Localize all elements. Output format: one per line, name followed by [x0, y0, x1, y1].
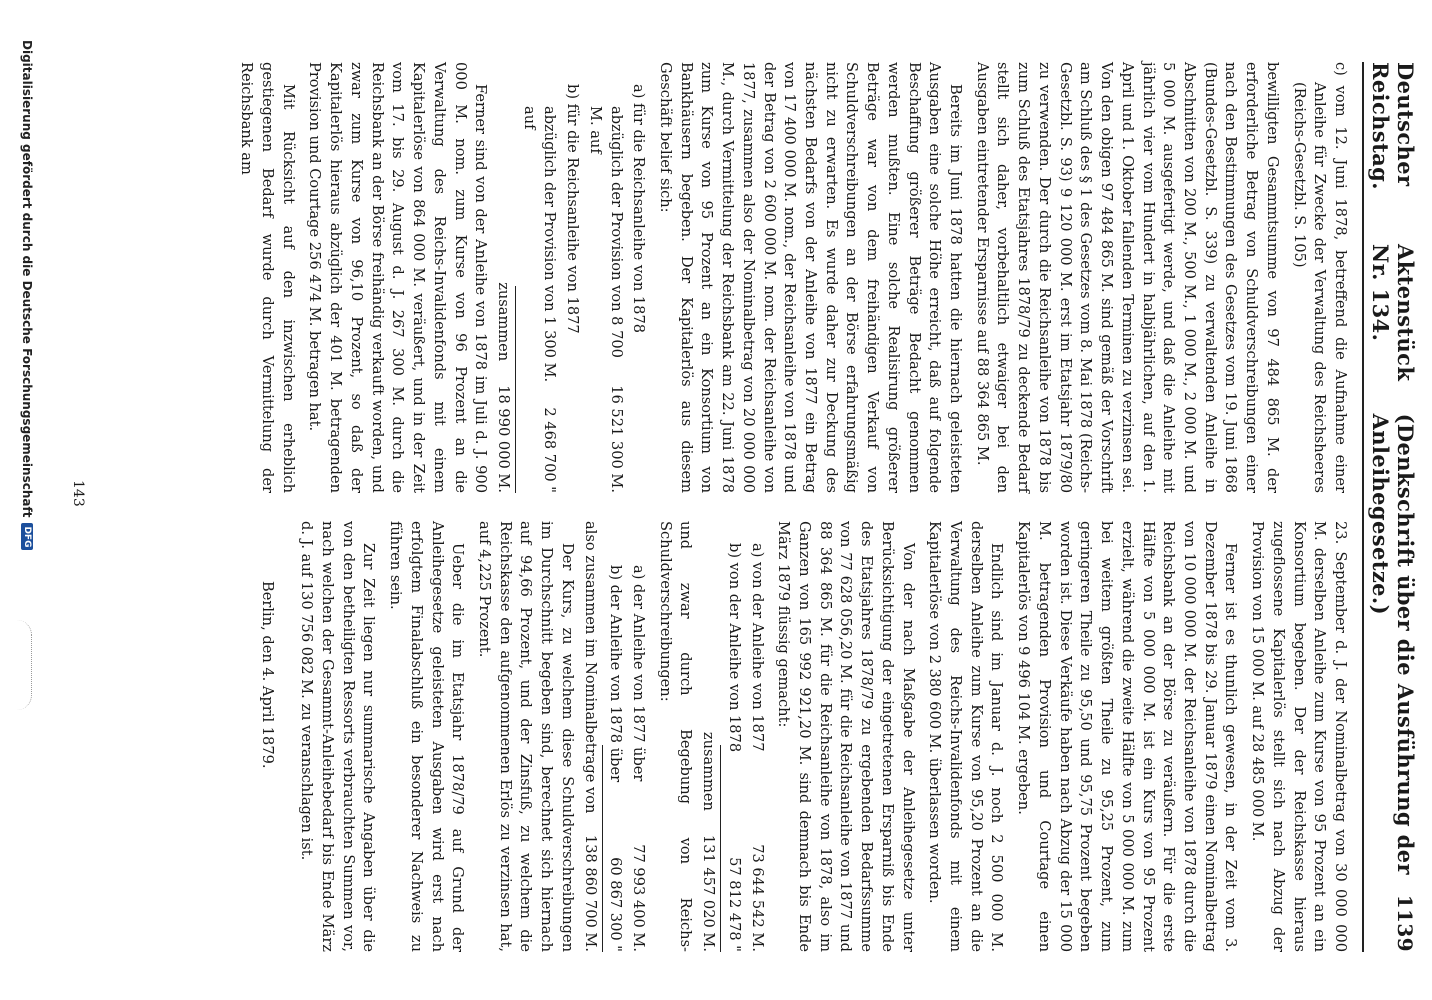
item-c-paragraph: c) vom 12. Juni 1878, betreffend die Aufnahme einer Anleihe für Zwecke der Verwaltung des Reichsheeres (Reichs-Gesetzbl. S. 105) [1290, 62, 1349, 493]
list-item-a [746, 521, 767, 952]
list-item-c-text: a) der Anleihe von 1877 über [630, 565, 647, 782]
paragraph: Ferner ist es thunlich gewesen, in der Zeit vom 3. Dezember 1878 bis 29. Januar 1879 einen Nominalbetrag von 10 000 000 M. der Reichsanleihe von 1878 durch die Reichsbank an der Börse zu veräußern. Für die erste Hälfte von 5 000 000 M. ist ein Kurs von 95 Prozent erzielt, während die zweite Hälfte von 5 000 000 M. zum bei weitem größten Theile zu 95,25 Prozent, zum geringeren Theile zu 95,50 und 95,75 Prozent begeben worden ist. Diese Verkäufe haben nach Abzug der 15 000 M. betragenden Provision und Courtage einen Kapitalerlös von 9 496 104 M. ergeben. [1015, 521, 1240, 952]
list-item-b-text: b) von der Anleihe von 1878 [725, 543, 743, 753]
list-item-d-text: b) der Anleihe von 1878 über [607, 565, 625, 783]
sum-label: zusammen [700, 731, 718, 811]
paragraph: Ueber die im Etatsjahr 1878/79 auf Grund der Anleihegesetze geleisteten Ausgaben wird erst nach erfolgtem Finalabschluß ein besonderer Nachweis zu führen sein. [387, 521, 467, 952]
left-column [230, 62, 1350, 493]
list-item-b-amount: 57 812 478 " [725, 857, 743, 952]
paragraph: Mit Rücksicht auf den inzwischen erheblich gestiegenen Bedarf wurde durch Vermittelung der Reichsbank am [238, 62, 297, 493]
list-item-a-text: abzüglich der Provision von 8 700 M. auf [586, 106, 625, 358]
sum-row [492, 62, 513, 493]
sum-rule [602, 745, 603, 952]
dfg-logo-icon: DFG [21, 523, 33, 550]
credit-text: Digitalisierung gefördert durch die Deutsche Forschungsgemeinschaft [20, 40, 34, 518]
header-publication: Deutscher Reichstag. [1368, 62, 1418, 190]
list-item-b [518, 62, 559, 493]
paragraph: Von der nach Maßgabe der Anleihegesetze unter Berücksichtigung der eingetretenen Ersparniß bis Ende des Etatsjahres 1878/79 zu ergebenden Bedarfssumme von 77 628 056,20 M. für die Reichsanleihe von 1877 und 88 364 865 M. für die Reichsanleihe von 1878, also im Ganzen von 165 992 921,20 M. sind demnach bis Ende März 1879 flüssig gemacht: [775, 521, 917, 952]
sum-rule [515, 286, 516, 493]
signature-line: Berlin, den 4. April 1879. [259, 581, 277, 769]
header-document-title: (Denkschrift über die Ausführung der Anleihegesetze.) [1368, 413, 1418, 875]
paragraph: Bereits im Juni 1878 hatten die hiernach geleisteten Ausgaben eine solche Höhe erreicht, daß auf folgende Beschaffung größerer Beträge Bedacht genommen werden mußten. Eine solche Realisirung größerer Beträge war von dem freihändigen Verkauf von Schuldverschreibungen an der Börse erfahrungsmäßig nicht zu erwarten. Es wurde daher zur Deckung des nächsten Bedarfs von der Anleihe von 1877 ein Betrag von 17 400 000 M. nom., der Reichsanleihe von 1878 und der Betrag von 2 600 000 M. nom. der Reichsanleihe von 1877, zusammen also der Nominalbetrag von 20 000 000 M., durch Vermittelung der Reichsbank am 22. Juni 1878 zum Kurse von 95 Prozent an ein Konsortium von Bankhäusern begeben. Der Kapitalerlös aus diesem Geschäft belief sich: [657, 62, 965, 493]
sum-row [697, 521, 718, 952]
paragraph: 23. September d. J. der Nominalbetrag von 30 000 000 M. derselben Anleihe zum Kurse von 95 Prozent an ein Konsortium begeben. Der der Reichskasse hieraus zugeflossene Kapitalerlös stellt sich nach Abzug der Provision von 15 000 M. auf 28 485 000 M. [1249, 521, 1349, 952]
list-item-a-text: a) von der Anleihe von 1877 [748, 543, 766, 752]
sum-label: also zusammen im Nominalbetrage von [581, 521, 599, 814]
list-item-a-amount: 73 644 542 M. [748, 844, 766, 952]
footer-page-number: 143 [70, 480, 86, 507]
list-item-c [627, 521, 648, 952]
sum-amount: 18 990 000 M. [494, 385, 512, 493]
sum-row [579, 521, 600, 952]
list-item-a-label: a) für die Reichsanleihe von 1878 [630, 84, 648, 334]
sum-rule [720, 745, 721, 952]
list-item-a [584, 62, 625, 493]
paragraph: Zur Zeit liegen nur summarische Angaben über die von den betheiligten Ressorts verbrauchten Summen vor, nach welchen der Gesammt-Anleihebedarf bis Ende März d. J. auf 130 756 082 M. zu veranschlagen ist. [298, 521, 378, 952]
paragraph: Ferner sind von der Anleihe von 1878 im Juli d. J. 900 000 M. nom. zum Kurse von 96 Prozent an die Verwaltung des Reichs-Invalidenfonds mit einem Kapitalerlöse von 864 000 M. veräußert, und in der Zeit vom 17. bis 29. August d. J. 267 300 M. durch die Reichsbank an der Börse freihändig verkauft worden, und zwar zum Kurse von 96,10 Prozent, so daß der Kapitalerlös hieraus abzüglich der 401 M. betragenden Provision und Courtage 256 474 M. betragen hat. [306, 62, 490, 493]
list-item-b-text: abzüglich der Provision von 1 300 M. auf [520, 106, 559, 383]
list-item-b-label: b) für die Reichsanleihe von 1877 [564, 84, 582, 334]
running-header [1362, 62, 1418, 952]
list-item-d [605, 521, 626, 952]
digitization-credit [20, 40, 34, 550]
list-item-a-amount: 16 521 300 M. [607, 385, 625, 493]
header-page-number: 1139 [1393, 894, 1417, 952]
list-item-d-amount: 60 867 300 " [607, 857, 625, 952]
paragraph: bewilligten Gesammtsumme von 97 484 865 M. der erforderliche Betrag von Schuldverschreibungen einer nach den Bestimmungen des Gesetzes vom 19. Juni 1868 (Bundes-Gesetzbl. S. 339) zu verwaltenden Anleihe in Abschnitten von 200 M., 500 M., 1 000 M., 2 000 M. und 5 000 M. ausgefertigt werde, und daß die Anleihe mit jährlich vier vom Hundert in halbjährlichen, auf den 1. April und 1. Oktober fallenden Terminen zu verzinsen sei. Von den obigen 97 484 865 M. sind gemäß der Vorschrift am Schluß des § 1 des Gesetzes vom 8. Mai 1878 (Reichs-Gesetzbl. S. 93) 9 120 000 M. erst im Etatsjahr 1879/80 zu verwenden. Der durch die Reichsanleihe von 1878 bis zum Schluß des Etatsjahres 1878/79 zu deckende Bedarf stellt sich daher, vorbehaltlich etwaiger bei den Ausgaben eintretender Ersparnisse auf 88 364 865 M. [973, 62, 1281, 493]
sum-amount: 131 457 020 M. [700, 834, 718, 952]
sum-amount: 138 860 700 M. [581, 834, 599, 952]
paragraph: und zwar durch Begebung von Reichs-Schuldverschreibungen: [656, 521, 695, 952]
paragraph: Endlich sind im Januar d. J. noch 2 500 000 M. derselben Anleihe zum Kurse von 95,20 Prozent an die Verwaltung des Reichs-Invalidenfonds mit einem Kapitalerlöse von 2 380 600 M. überlassen worden. [926, 521, 1006, 952]
binding-clip-mark [17, 620, 32, 710]
list-item-c-amount: 77 993 400 M. [630, 844, 647, 952]
list-item-b [723, 521, 744, 952]
list-item-b-amount: 2 468 700 " [541, 407, 559, 493]
right-column [230, 521, 1350, 952]
header-document-number: Aktenstück Nr. 134. [1368, 244, 1418, 382]
sum-label: zusammen [494, 282, 512, 362]
paragraph: Der Kurs, zu welchem diese Schuldverschreibungen im Durchschnitt begeben sind, berechnet sich hiernach auf 94,66 Prozent, und der Zinsfuß, zu welchem die Reichskasse den aufgenommenen Erlös zu verzinsen hat, auf 4,225 Prozent. [475, 521, 576, 952]
